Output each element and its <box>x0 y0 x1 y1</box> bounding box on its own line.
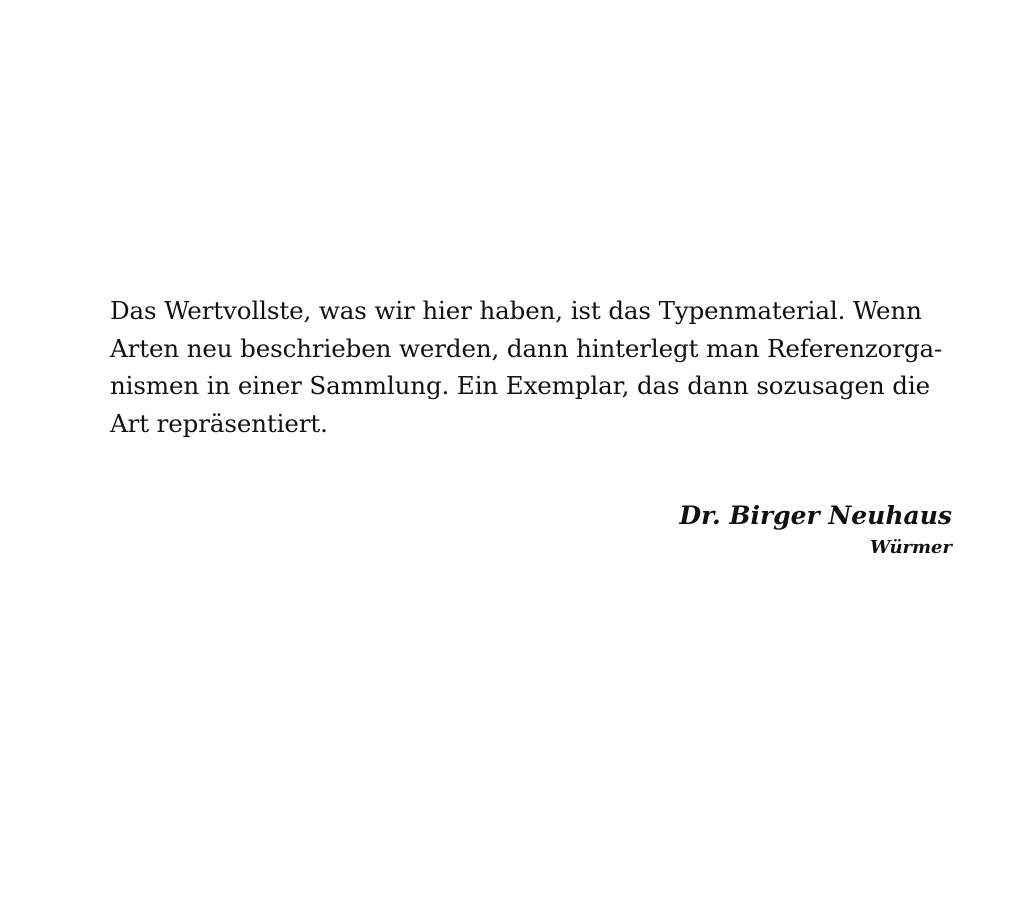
quote-line: nismen in einer Sammlung. Ein Exemplar, das dann sozusagen die <box>110 371 930 400</box>
quote-text <box>110 292 996 442</box>
quote-line: Arten neu beschrieben werden, dann hinterlegt man Referenzorga- <box>110 333 943 363</box>
quote-line: Art repräsentiert. <box>110 408 328 438</box>
quote-attribution <box>352 500 952 561</box>
quote-line: Das Wertvollste, was wir hier haben, ist das Typenmaterial. Wenn <box>110 296 922 325</box>
pull-quote <box>110 292 996 442</box>
attribution-name: Dr. Birger Neuhaus <box>679 501 952 530</box>
attribution-role: Würmer <box>869 537 952 558</box>
